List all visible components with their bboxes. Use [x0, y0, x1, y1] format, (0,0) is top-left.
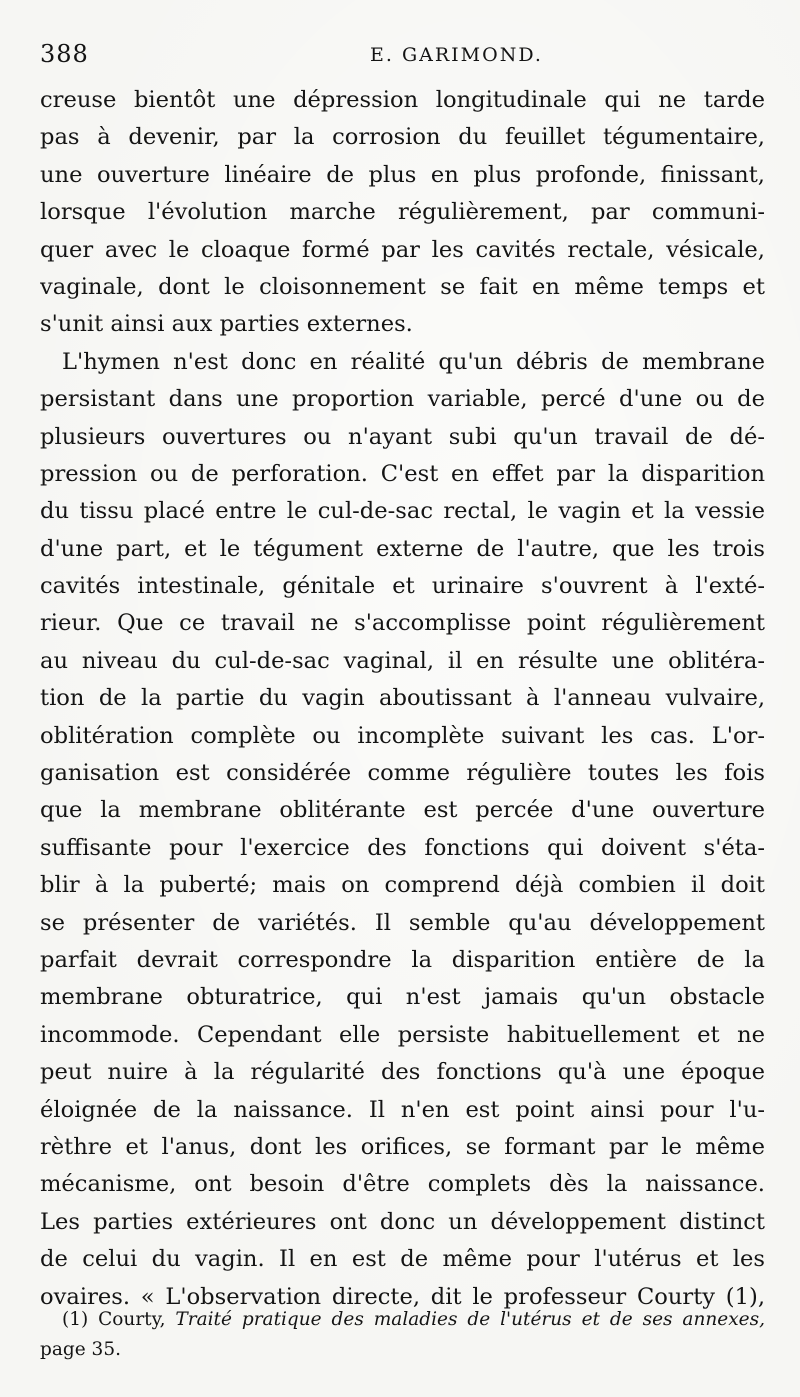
body-line: s'unit ainsi aux parties externes.	[40, 311, 413, 338]
body-line: suffisante pour l'exercice des fonctions qui doivent s'éta-	[40, 834, 765, 861]
running-title: E. GARIMOND.	[370, 44, 543, 66]
body-line: oblitération complète ou incomplète suivant les cas. L'or-	[40, 722, 765, 749]
body-line: incommode. Cependant elle persiste habituellement et ne	[40, 1021, 765, 1048]
body-text	[40, 82, 765, 1316]
body-line: pression ou de perforation. C'est en effet par la disparition	[40, 460, 765, 487]
body-line: pas à devenir, par la corrosion du feuillet tégumentaire,	[40, 124, 765, 151]
body-line: parfait devrait correspondre la disparition entière de la	[40, 946, 765, 973]
body-line: peut nuire à la régularité des fonctions qu'à une époque	[40, 1059, 765, 1086]
body-line: Les parties extérieures ont donc un développement distinct	[40, 1208, 765, 1235]
body-line: une ouverture linéaire de plus en plus profonde, finissant,	[40, 161, 765, 188]
body-line: d'une part, et le tégument externe de l'autre, que les trois	[40, 535, 765, 562]
body-line: se présenter de variétés. Il semble qu'au développement	[40, 909, 765, 936]
body-line: rèthre et l'anus, dont les orifices, se formant par le même	[40, 1133, 765, 1160]
footnote-line	[40, 1305, 765, 1335]
body-line: mécanisme, ont besoin d'être complets dès la naissance.	[40, 1171, 765, 1198]
body-line: plusieurs ouvertures ou n'ayant subi qu'un travail de dé-	[40, 423, 765, 450]
body-line: de celui du vagin. Il en est de même pour l'utérus et les	[40, 1246, 765, 1273]
running-head	[40, 40, 760, 74]
body-line: creuse bientôt une dépression longitudinale qui ne tarde	[40, 87, 765, 113]
body-line: quer avec le cloaque formé par les cavités rectale, vésicale,	[40, 236, 765, 263]
footnote-title: Traité pratique des maladies de l'utérus et de ses annexes,	[175, 1309, 765, 1330]
body-line: persistant dans une proportion variable, percé d'une ou de	[40, 386, 765, 413]
body-line: ovaires. « L'observation directe, dit le professeur Courty (1),	[40, 1283, 765, 1310]
footnote	[40, 1305, 765, 1365]
body-line: lorsque l'évolution marche régulièrement, par communi-	[40, 199, 765, 226]
body-line: vaginale, dont le cloisonnement se fait en même temps et	[40, 273, 765, 300]
body-line: blir à la puberté; mais on comprend déjà combien il doit	[40, 872, 765, 899]
footnote-page: page 35.	[40, 1339, 121, 1360]
body-line: membrane obturatrice, qui n'est jamais qu'un obstacle	[40, 984, 765, 1011]
body-line: éloignée de la naissance. Il n'en est point ainsi pour l'u-	[40, 1096, 765, 1123]
body-line: ganisation est considérée comme régulière toutes les fois	[40, 760, 765, 787]
body-line: que la membrane oblitérante est percée d'une ouverture	[40, 797, 765, 824]
footnote-marker: (1) Courty,	[62, 1309, 166, 1330]
body-line: tion de la partie du vagin aboutissant à l'anneau vulvaire,	[40, 685, 765, 712]
body-line: du tissu placé entre le cul-de-sac rectal, le vagin et la vessie	[40, 498, 765, 525]
body-line: au niveau du cul-de-sac vaginal, il en résulte une oblitéra-	[40, 647, 765, 674]
body-line: rieur. Que ce travail ne s'accomplisse point régulièrement	[40, 610, 765, 637]
body-line: L'hymen n'est donc en réalité qu'un débris de membrane	[62, 348, 765, 375]
body-line: cavités intestinale, génitale et urinaire s'ouvrent à l'exté-	[40, 573, 765, 600]
page-number: 388	[40, 40, 89, 68]
